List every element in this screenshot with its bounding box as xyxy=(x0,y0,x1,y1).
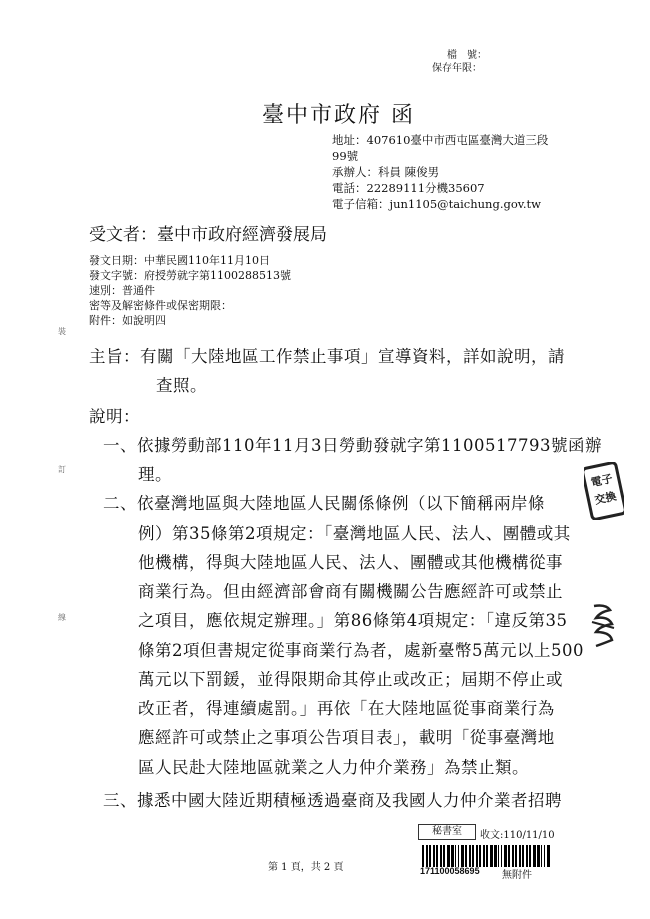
explanation-line: 理。 xyxy=(138,465,172,484)
issue-date: 發文日期：中華民國110年11月10日 xyxy=(89,254,270,267)
explanation-line: 條第2項但書規定從事商業行為者，處新臺幣5萬元以上500 xyxy=(138,641,584,660)
explanation-line: 區人民赴大陸地區就業之人力仲介業務」為禁止類。 xyxy=(138,758,529,777)
no-attachment-label: 無附件 xyxy=(502,870,532,881)
explanation-heading: 說明： xyxy=(89,407,140,426)
explanation-line: 他機構，得與大陸地區人民、法人、團體或其他機構從事 xyxy=(138,553,563,572)
explanation-line: 之項目，應依規定辦理。」第86條第4項規定：「違反第35 xyxy=(138,611,568,630)
svg-text:電子: 電子 xyxy=(589,472,614,490)
explanation-line: 改正者，得連續處罰。」再依「在大陸地區從事商業行為 xyxy=(138,699,555,718)
contact-person: 承辦人：科員 陳俊男 xyxy=(332,165,440,179)
receiving-office: 秘書室 xyxy=(418,824,476,840)
attachments: 附件：如說明四 xyxy=(89,314,166,327)
confidentiality: 密等及解密條件或保密期限： xyxy=(89,299,232,312)
address-line-1: 地址：407610臺中市西屯區臺灣大道三段 xyxy=(332,133,549,147)
address-line-2: 99號 xyxy=(332,149,359,163)
file-number-label: 檔 號： xyxy=(447,50,487,61)
speed-class: 速別：普通件 xyxy=(89,284,155,297)
explanation-line: 應經許可或禁止之事項公告項目表」，載明「從事臺灣地 xyxy=(138,728,555,747)
issue-number: 發文字號：府授勞就字第1100288513號 xyxy=(89,269,291,282)
explanation-line: 一、依據勞動部110年11月3日勞動發就字第1100517793號函辦 xyxy=(103,436,602,455)
explanation-line: 三、據悉中國大陸近期積極透過臺商及我國人力仲介業者招聘 xyxy=(103,791,562,810)
handwritten-mark xyxy=(588,602,618,650)
svg-text:交換: 交換 xyxy=(593,489,618,507)
seal-stamp xyxy=(584,462,624,520)
explanation-line: 萬元以下罰鍰，並得限期命其停止或改正；屆期不停止或 xyxy=(138,670,563,689)
barcode-number: 171100058695 xyxy=(420,866,480,876)
subject-line-1: 主旨：有關「大陸地區工作禁止事項」宣導資料，詳如說明，請 xyxy=(89,347,565,366)
explanation-line: 商業行為。但由經濟部會商有關機關公告應經許可或禁止 xyxy=(138,582,563,601)
explanation-line: 二、依臺灣地區與大陸地區人民關係條例（以下簡稱兩岸條 xyxy=(103,494,545,513)
retention-period-label: 保存年限： xyxy=(432,63,482,74)
margin-mark-bind: 裝 xyxy=(58,327,66,336)
phone-number: 電話：22289111分機35607 xyxy=(332,181,485,195)
explanation-line: 例）第35條第2項規定：「臺灣地區人民、法人、團體或其 xyxy=(138,524,571,543)
margin-mark-line: 線 xyxy=(58,613,66,622)
recipient: 受文者：臺中市政府經濟發展局 xyxy=(89,225,327,245)
page-number: 第 1 頁，共 2 頁 xyxy=(268,862,344,873)
barcode xyxy=(420,845,552,867)
document-title: 臺中市政府 函 xyxy=(262,103,415,128)
email-address: 電子信箱：jun1105@taichung.gov.tw xyxy=(332,197,542,211)
subject-line-2: 查照。 xyxy=(156,376,207,395)
margin-mark-staple: 訂 xyxy=(58,465,66,474)
receipt-date: 收文:110/11/10 xyxy=(480,830,555,841)
